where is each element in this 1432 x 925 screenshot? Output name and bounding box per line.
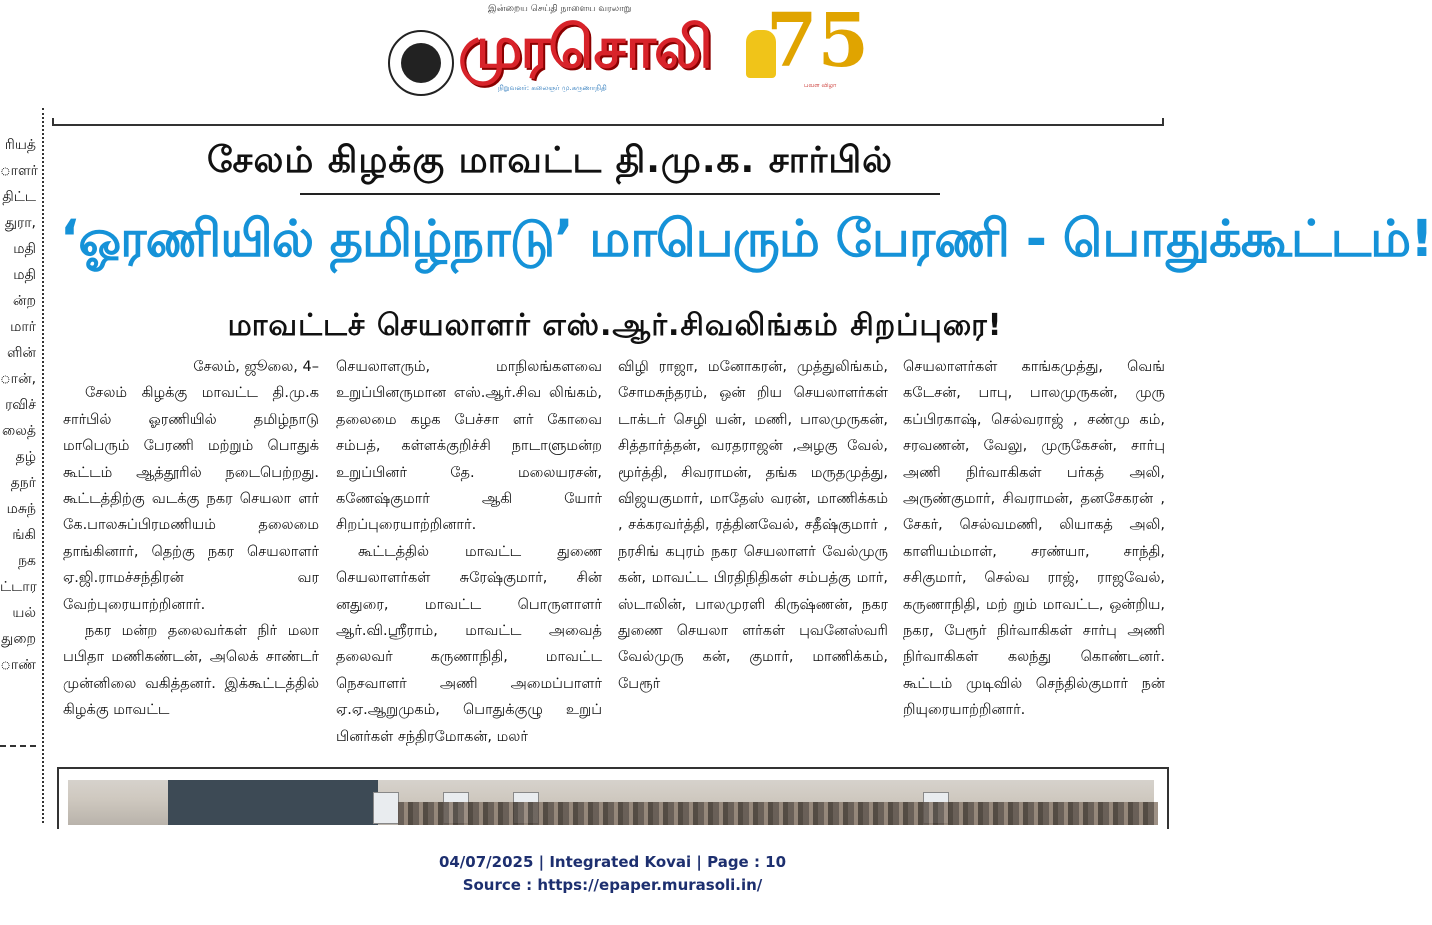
page-info: 04/07/2025 | Integrated Kovai | Page : 10 [438,853,787,871]
fragment-line: துரா, [4,215,36,231]
article-kicker: சேலம் கிழக்கு மாவட்ட தி.மு.க. சார்பில் [206,140,894,181]
masthead-tagline: இன்றைய செய்தி நாளைய வரலாறு [488,4,632,14]
anniversary-label: பவள விழா [804,82,837,89]
article-column-4 [903,354,1165,724]
founder-line: நிறுவனர்: கலைஞர் மு.கருணாநிதி [498,84,607,92]
fragment-line: ட்டார [0,579,37,595]
fragment-line: மதி [13,267,36,283]
fragment-line: ளின் [6,345,36,361]
newspaper-logo: முரசொலி [458,13,711,81]
article-subhead: மாவட்டச் செயலாளர் எஸ்.ஆர்.சிவலிங்கம் சிறப்புரை! [227,308,1003,343]
event-photo [68,780,1154,825]
fragment-line: ான், [0,371,37,387]
fragment-line: ன்ற [12,293,36,309]
source-link[interactable]: Source : https://epaper.murasoli.in/ [462,876,763,894]
fragment-line: ாளர் [0,163,38,179]
paragraph: செயலாளர்கள் காங்கமுத்து, வெங் கடேசன், பாபு, பாலமுருகன், முரு கப்பிரகாஷ், செல்வராஜ் , சண்மு கம், சரவணன், வேலு, முருகேசன், சார்பு அணி நிர்வாகிகள் பர்கத் அலி, அருண்குமார், சிவராமன், தனசேகரன் , சேகர், செல்வமணி, லியாகத் அலி, காளியம்மாள், சரண்யா, சாந்தி, சசிகுமார், செல்வ ராஜ், ராஜவேல், கருணாநிதி, மற் றும் மாவட்ட, ஒன்றிய, நகர, பேரூர் நிர்வாகிகள் சார்பு அணி நிர்வாகிகள் கலந்து கொண்டனர். கூட்டம் முடிவில் செந்தில்குமார் நன் றியுரையாற்றினார். [903,359,1165,719]
article-headline: ‘ஓரணியில் தமிழ்நாடு’ மாபெரும் பேரணி - பொதுக்கூட்டம்! [60,210,1432,269]
fragment-line: ங்கி [12,527,36,543]
top-rule-tick [52,118,54,126]
emblem-icon [388,30,454,96]
anniversary-badge [746,0,869,104]
fragment-line: ாண் [0,657,36,673]
article-column-2 [336,354,602,750]
paragraph: விழி ராஜா, மனோகரன், முத்துலிங்கம், சோமசுந்தரம், ஒன் றிய செயலாளர்கள் டாக்டர் செழி யன், மணி, பாலமுருகன், சித்தார்த்தன், வரதராஜன் ,அழகு வேல், மூர்த்தி, சிவராமன், தங்க மருதமுத்து, விஜயகுமார், மாதேஸ் வரன், மாணிக்கம் , சக்கரவர்த்தி, ரத்தினவேல், சதீஷ்குமார் , நரசிங் கபுரம் நகர செயலாளர் வேல்முரு கன், மாவட்ட பிரதிநிதிகள் சம்பத்கு மார், ஸ்டாலின், பாலமுரளி கிருஷ்ணன், நகர துணை செயலா ளர்கள் புவனேஸ்வரி வேல்முரு கன், குமார், மாணிக்கம், பேரூர் [618,359,888,692]
fragment-line: மசுந் [6,501,36,517]
neighbor-article-fragment [0,132,36,678]
article-end-rule [0,745,36,747]
fragment-line: தழ் [15,449,36,465]
paragraph: சேலம் கிழக்கு மாவட்ட தி.மு.க சார்பில் ஓரணியில் தமிழ்நாடு மாபெரும் பேரணி மற்றும் பொதுக் கூட்டம் ஆத்தூரில் நடைபெற்றது. கூட்டத்திற்கு வடக்கு நகர செயலா ளர் கே.பாலசுப்பிரமணியம் தலைமை தாங்கினார், தெற்கு நகர செயலாளர் ஏ.ஜி.ராமச்சந்திரன் வர வேற்புரையாற்றினார். [63,385,319,613]
fragment-line: மார் [10,319,36,335]
fragment-line: நக [18,553,36,569]
fragment-line: தநர் [10,475,36,491]
crowd [398,802,1158,825]
fragment-line: திட்ட [2,189,36,205]
fragment-line: ரியத் [4,137,36,153]
window [373,792,399,824]
paragraph: நகர மன்ற தலைவர்கள் நிர் மலா பபிதா மணிகண்டன், அலெக் சாண்டர் முன்னிலை வகித்தனர். இக்கூட்டத்தில் கிழக்கு மாவட்ட [63,623,319,719]
article-column-3 [618,354,888,697]
article-column-1 [63,354,319,724]
kicker-underline [300,193,940,195]
dateline: சேலம், ஜூலை, 4– [193,359,319,375]
top-rule-tick [1162,118,1164,126]
fragment-line: யல் [12,605,36,621]
top-rule [52,124,1164,126]
fragment-line: மதி [13,241,36,257]
paragraph: செயலாளரும், மாநிலங்களவை உறுப்பினருமான எஸ்.ஆர்.சிவ லிங்கம், தலைமை கழக பேச்சா ளர் கோவை சம்பத், கள்ளக்குறிச்சி நாடாளுமன்ற உறுப்பினர் தே. மலையரசன், கணேஷ்குமார் ஆகி யோர் சிறப்புரையாற்றினார். [336,359,602,534]
paragraph: கூட்டத்தில் மாவட்ட துணை செயலாளர்கள் சுரேஷ்குமார், சின் னதுரை, மாவட்ட பொருளாளர் ஆர்.வி.ஸ்ரீராம், மாவட்ட அவைத் தலைவர் கருணாநிதி, மாவட்ட நெசவாளர் அணி அமைப்பாளர் ஏ.ஏ.ஆறுமுகம், பொதுக்குழு உறுப் பினர்கள் சந்திரமோகன், மலர் [336,543,602,745]
fragment-line: ரவிச் [5,397,36,413]
stage-screen [168,780,378,825]
anniversary-number: 75 [766,0,869,84]
masthead [388,0,869,104]
fragment-line: துறை [1,631,36,647]
column-separator [42,108,44,823]
fragment-line: லைத் [2,423,36,439]
